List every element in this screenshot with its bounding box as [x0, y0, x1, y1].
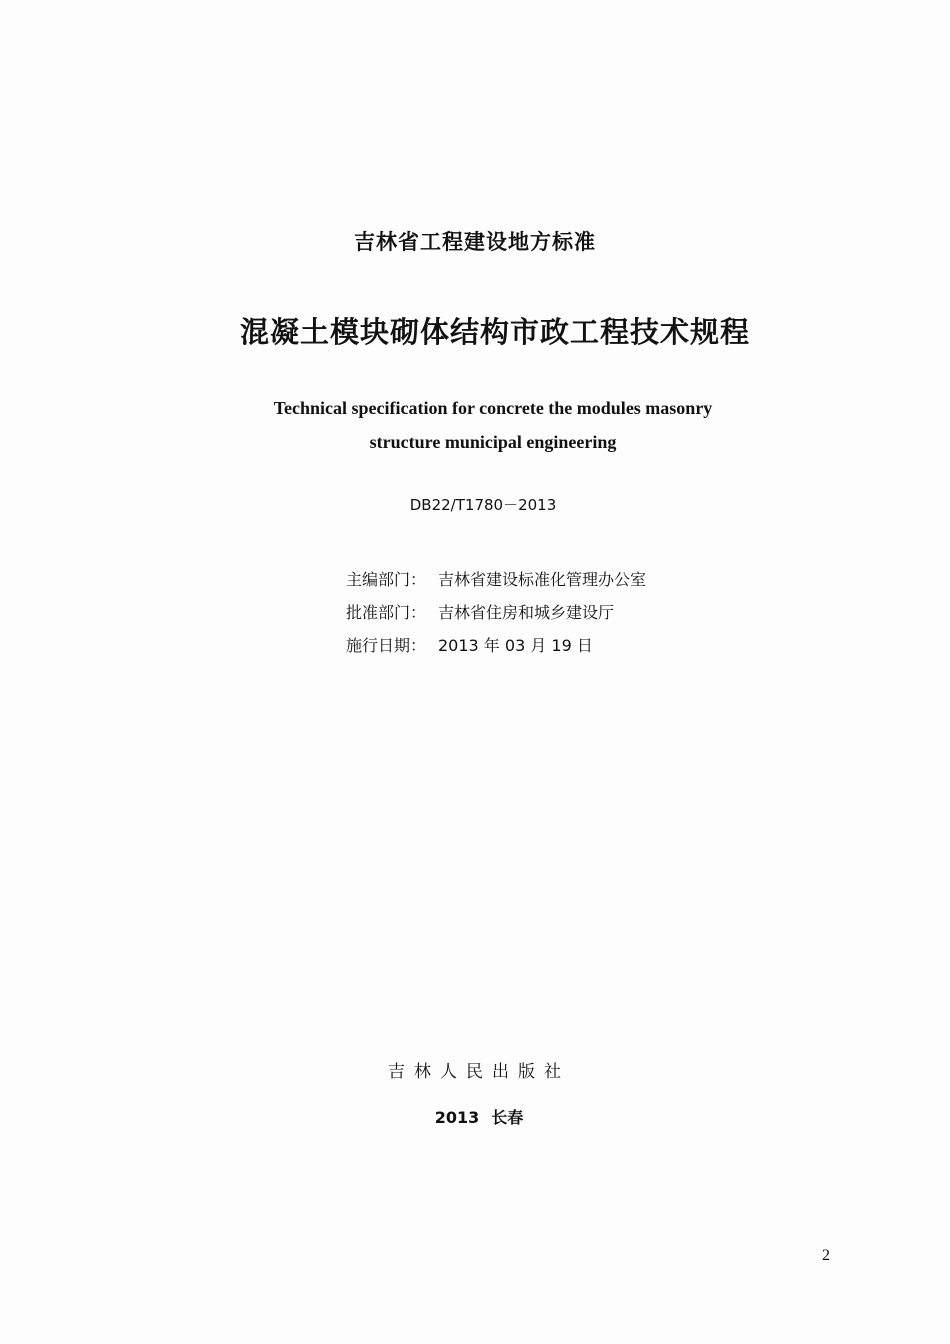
editor-dept-row: [346, 567, 646, 590]
editor-dept-value: 吉林省建设标准化管理办公室: [438, 570, 647, 589]
document-title-en-line1: Technical specification for concrete the modules masonry: [273, 398, 713, 418]
effective-date-row: [346, 633, 593, 656]
effective-date-value: 2013 年 03 月 19 日: [438, 636, 593, 655]
standard-code: DB22/T1780－2013: [409, 496, 557, 514]
editor-dept-label: 主编部门：: [346, 570, 427, 589]
approver-dept-value: 吉林省住房和城乡建设厅: [438, 603, 615, 622]
publication-year: 2013: [434, 1108, 480, 1127]
document-title-zh: 混凝土模块砌体结构市政工程技术规程: [239, 315, 750, 349]
approver-dept-label: 批准部门：: [346, 603, 427, 622]
effective-date-label: 施行日期：: [346, 636, 427, 655]
publication-city: 长春: [491, 1108, 524, 1127]
standard-series-title: 吉林省工程建设地方标准: [354, 230, 596, 254]
approver-dept-row: [346, 600, 614, 623]
publisher-name: 吉林人民出版社: [388, 1062, 570, 1082]
page-number: 2: [822, 1247, 830, 1264]
document-title-en-line2: structure municipal engineering: [369, 432, 617, 452]
publication-year-city: [4, 1105, 950, 1128]
